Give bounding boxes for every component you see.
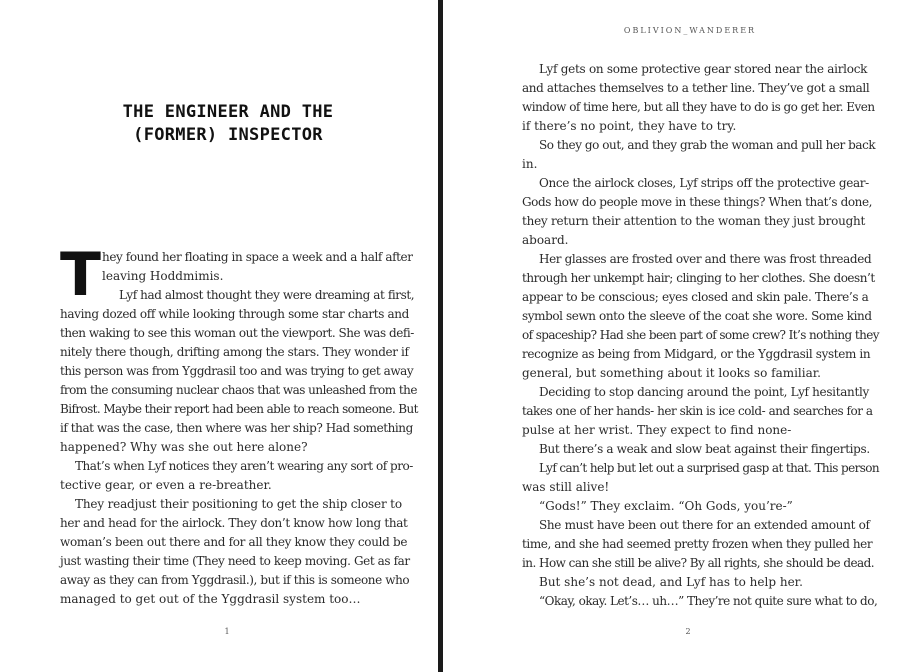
text-line: tective gear, or even a re-breather. xyxy=(60,478,272,492)
text-line: they return their attention to the woman they just brought xyxy=(522,214,866,228)
text-line: in. How can she still be alive? By all rights, she should be dead. xyxy=(522,556,875,570)
text-line: aboard. xyxy=(522,233,569,247)
text-line: So they go out, and they grab the woman and pull her back xyxy=(539,138,876,152)
text-line: “Gods!” They exclaim. “Oh Gods, you’re-” xyxy=(539,499,793,513)
text-line: her and head for the airlock. They don’t know how long that xyxy=(60,516,408,530)
text-line: of spaceship? Had she been part of some crew? It’s nothing they xyxy=(522,328,879,342)
drop-cap: T xyxy=(60,240,101,310)
left-page-body xyxy=(60,240,418,609)
text-line: Lyf had almost thought they were dreaming at first, xyxy=(119,288,415,302)
text-line: hey found her floating in space a week and a half after xyxy=(102,250,413,264)
text-line: pulse at her wrist. They expect to find none- xyxy=(522,423,792,437)
text-line: But there’s a weak and slow beat against their fingertips. xyxy=(539,442,870,456)
text-line: That’s when Lyf notices they aren’t wearing any sort of pro- xyxy=(75,459,413,473)
running-head: OBLIVION_WANDERER xyxy=(623,26,757,35)
chapter-title xyxy=(40,101,416,147)
text-line: happened? Why was she out here alone? xyxy=(60,440,308,454)
right-page-body xyxy=(522,60,880,611)
chapter-title-line: THE ENGINEER AND THE xyxy=(122,102,334,122)
text-line: from the consuming nuclear chaos that was unleashed from the xyxy=(60,383,417,397)
text-line: Lyf can’t help but let out a surprised gasp at that. This person xyxy=(539,461,880,475)
text-line: takes one of her hands- her skin is ice cold- and searches for a xyxy=(522,404,873,418)
text-line: Bifrost. Maybe their report had been able to reach someone. But xyxy=(60,402,418,416)
text-line: But she’s not dead, and Lyf has to help her. xyxy=(539,575,803,589)
text-line: woman’s been out there and for all they know they could be xyxy=(60,535,408,549)
text-line: nitely there though, drifting among the stars. They wonder if xyxy=(60,345,409,359)
text-line: Her glasses are frosted over and there was frost threaded xyxy=(539,252,872,266)
text-line: symbol sewn onto the sleeve of the coat she wore. Some kind xyxy=(522,309,872,323)
text-line: away as they can from Yggdrasil.), but if this is someone who xyxy=(60,573,410,587)
text-line: Gods how do people move in these things? When that’s done, xyxy=(522,195,873,209)
text-line: time, and she had seemed pretty frozen when they pulled her xyxy=(522,537,873,551)
chapter-title-line: (FORMER) INSPECTOR xyxy=(133,125,323,145)
text-line: just wasting their time (They need to keep moving. Get as far xyxy=(60,554,410,568)
text-line: managed to get out of the Yggdrasil system too… xyxy=(60,592,361,606)
text-line: Lyf gets on some protective gear stored near the airlock xyxy=(539,62,868,76)
text-line: through her unkempt hair; clinging to her clothes. She doesn’t xyxy=(522,271,875,285)
text-line: general, but something about it looks so familiar. xyxy=(522,366,821,380)
text-line: was still alive! xyxy=(522,480,610,494)
text-line: window of time here, but all they have to do is go get her. Even xyxy=(522,100,875,114)
left-page xyxy=(0,0,438,672)
text-line: Deciding to stop dancing around the point, Lyf hesitantly xyxy=(539,385,869,399)
text-line: leaving Hoddmimis. xyxy=(102,269,224,283)
page-number: 1 xyxy=(224,627,230,636)
text-line: recognize as being from Midgard, or the Yggdrasil system in xyxy=(522,347,871,361)
text-line: and attaches themselves to a tether line. They’ve got a small xyxy=(522,81,870,95)
text-line: She must have been out there for an extended amount of xyxy=(539,518,870,532)
text-line: having dozed off while looking through some star charts and xyxy=(60,307,409,321)
text-line: in. xyxy=(522,157,538,171)
text-line: appear to be conscious; eyes closed and skin pale. There’s a xyxy=(522,290,869,304)
text-line: if there’s no point, they have to try. xyxy=(522,119,737,133)
text-line: this person was from Yggdrasil too and was trying to get away xyxy=(60,364,414,378)
text-line: Once the airlock closes, Lyf strips off the protective gear- xyxy=(539,176,869,190)
page-number: 2 xyxy=(685,627,691,636)
text-line: They readjust their positioning to get the ship closer to xyxy=(75,497,402,511)
text-line: if that was the case, then where was her ship? Had something xyxy=(60,421,413,435)
text-line: then waking to see this woman out the viewport. She was defi- xyxy=(60,326,414,340)
text-line: “Okay, okay. Let’s… uh…” They’re not quite sure what to do, xyxy=(539,594,878,608)
